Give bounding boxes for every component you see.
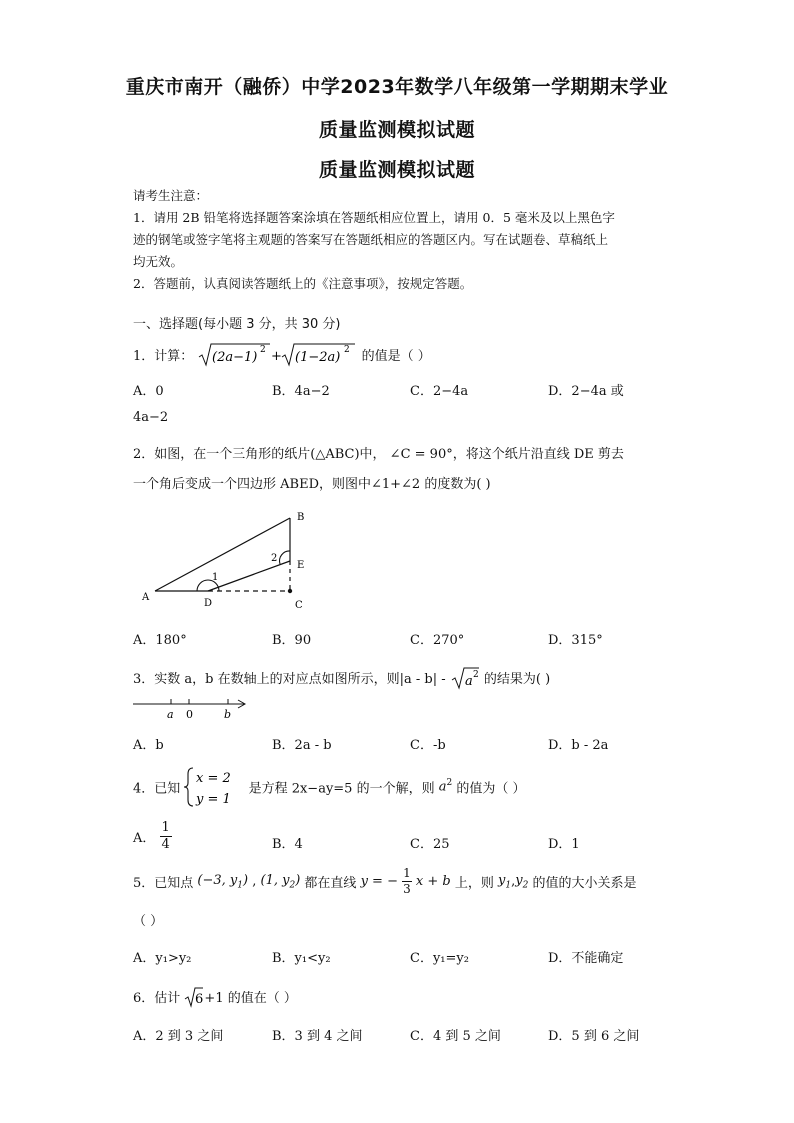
q1-prefix: 1．计算： (133, 349, 194, 364)
question-2-line-2: 一个角后变成一个四边形 ABED，则图中∠1+∠2 的度数为( ) (133, 477, 491, 492)
q5-line-eq-pre: y = − (360, 874, 398, 889)
q2-option-a[interactable]: A．180° (133, 633, 187, 648)
q6-suffix: 的值在（ ） (227, 991, 297, 1006)
q2-label-a: A (142, 592, 150, 603)
q5-end: 的值的大小关系是 (532, 876, 637, 891)
q1-option-d[interactable]: D．2−4a 或 (548, 384, 624, 399)
q5-option-b[interactable]: B．y₁<y₂ (272, 951, 331, 966)
q3-radicand: a (464, 674, 473, 689)
q1-suffix: 的值是（ ） (361, 349, 431, 364)
q3-exp: 2 (472, 670, 479, 680)
q4-eq1: x = 2 (196, 771, 232, 786)
q1-expr-a: (2a−1) (212, 350, 258, 365)
q5-tail: 上，则 (454, 876, 494, 891)
title-line-1: 重庆市南开（融侨）中学2023年数学八年级第一学期期末学业 (125, 76, 669, 98)
q2-option-c[interactable]: C．270° (410, 633, 465, 648)
question-2-line-1: 2．如图，在一个三角形的纸片(△ABC)中， ∠C = 90°，将这个纸片沿直线 DE 剪去 (133, 447, 624, 462)
q6-radicand: 6 (195, 992, 204, 1007)
q3-text: 3．实数 a，b 在数轴上的对应点如图所示，则|a - b| - (133, 672, 446, 687)
notice-header: 请考生注意： (133, 188, 209, 203)
q3-suffix: 的结果为( ) (483, 672, 551, 687)
question-4 (133, 765, 526, 809)
question-5-line-2: （ ） (133, 914, 164, 929)
title-line-3: 质量监测模拟试题 (318, 159, 475, 181)
q2-option-b[interactable]: B．90 (272, 633, 312, 648)
q5-mid: 都在直线 (304, 876, 357, 891)
q3-option-d[interactable]: D．b - 2a (548, 738, 609, 753)
notice-item-1-line-1: 1．请用 2B 铅笔将选择题答案涂填在答题纸相应位置上，请用 0．5 毫米及以上黑色字 (133, 210, 615, 225)
q6-prefix: 6．估计 (133, 991, 181, 1006)
q5-fraction-num: 1 (403, 866, 411, 880)
q1-expr-b: (1−2a) (295, 350, 341, 365)
q6-option-b[interactable]: B．3 到 4 之间 (272, 1029, 363, 1044)
q4-option-a[interactable] (133, 820, 172, 853)
q2-label-e: E (297, 560, 305, 571)
q1-exp-a: 2 (260, 345, 267, 355)
q1-radical-expression (197, 341, 357, 369)
q4-prefix: 4．已知 (133, 781, 181, 797)
q6-plus-one: +1 (204, 991, 224, 1006)
notice-item-1-line-2: 迹的钢笔或签字笔将主观题的答案写在答题纸相应的答题区内。写在试题卷、草稿纸上 (133, 232, 609, 247)
q4-a: a (438, 779, 447, 795)
q4-exp: 2 (446, 778, 453, 789)
title-line-2: 质量监测模拟试题 (318, 119, 475, 141)
question-3 (133, 666, 550, 690)
q4-system (184, 765, 244, 809)
q6-option-c[interactable]: C．4 到 5 之间 (410, 1029, 501, 1044)
q5-option-a[interactable]: A．y₁>y₂ (133, 951, 192, 966)
notice-item-2: 2．答题前，认真阅读答题纸上的《注意事项》，按规定答题。 (133, 276, 473, 291)
q3-sqrt-a-squared (450, 666, 480, 690)
q3-axis-b: b (224, 708, 232, 721)
q6-sqrt-six (184, 986, 204, 1008)
q2-label-b: B (297, 512, 305, 523)
q2-label-c: C (295, 600, 303, 611)
q5-fraction-den: 3 (403, 882, 411, 896)
q4-option-a-fraction (160, 820, 172, 853)
q5-y2: $y_2$ (515, 872, 529, 891)
q5-fraction (402, 866, 412, 897)
q2-point-c (288, 589, 292, 593)
q4-text: 是方程 2x−ay=5 的一个解，则 (248, 781, 435, 797)
q1-option-c[interactable]: C．2−4a (410, 384, 469, 399)
q4-option-a-label: A． (133, 831, 156, 846)
q2-label-angle-2: 2 (271, 553, 278, 564)
q4-suffix: 的值为（ ） (456, 781, 526, 797)
q2-option-d[interactable]: D．315° (548, 633, 603, 648)
q5-line-eq-post: x + b (415, 874, 451, 889)
q4-option-a-num: 1 (161, 820, 170, 835)
q5-option-d[interactable]: D．不能确定 (548, 951, 624, 966)
q2-cut-de (208, 561, 290, 591)
q4-eq2: y = 1 (196, 792, 232, 807)
q5-point-2: (1, $y_2$) (260, 872, 301, 891)
q6-option-d[interactable]: D．5 到 6 之间 (548, 1029, 640, 1044)
q5-y1: $y_1$ (498, 872, 512, 891)
q2-label-d: D (204, 598, 213, 609)
q5-option-c[interactable]: C．y₁=y₂ (410, 951, 469, 966)
q4-option-d[interactable]: D．1 (548, 837, 580, 852)
q4-option-b[interactable]: B．4 (272, 837, 303, 852)
notice-item-1-line-3: 均无效。 (133, 254, 184, 269)
q1-option-d-cont: 4a−2 (133, 410, 169, 425)
q4-option-a-den: 4 (161, 837, 170, 852)
q1-option-b[interactable]: B．4a−2 (272, 384, 330, 399)
q3-axis-a: a (167, 708, 174, 721)
q1-exp-b: 2 (344, 345, 351, 355)
q3-option-b[interactable]: B．2a - b (272, 738, 332, 753)
q2-side-ab (155, 518, 290, 591)
q3-option-c[interactable]: C．-b (410, 738, 446, 753)
q3-option-a[interactable]: A．b (133, 738, 164, 753)
question-6 (133, 986, 297, 1008)
q6-option-a[interactable]: A．2 到 3 之间 (133, 1029, 224, 1044)
q4-option-c[interactable]: C．25 (410, 837, 450, 852)
q2-label-angle-1: 1 (212, 572, 219, 583)
q5-point-1: (−3, $y_1$) (197, 872, 249, 891)
q3-axis-zero: 0 (186, 708, 193, 721)
question-5-line-1: 5．已知点 (−3, $y_1$) , (1, $y_2$) 都在直线 y = − $\frac{1}{3}$ x + b 上，则 $y_1,y_2$ 的值的大小关系是 (133, 866, 637, 896)
q5-lead: 5．已知点 (133, 876, 194, 891)
q3-number-line (133, 696, 253, 722)
question-1 (133, 341, 431, 369)
q1-plus: + (271, 349, 283, 364)
section-heading: 一、选择题(每小题 3 分，共 30 分) (133, 317, 341, 332)
q1-option-a[interactable]: A．0 (133, 384, 164, 399)
q2-triangle-figure (133, 506, 323, 614)
